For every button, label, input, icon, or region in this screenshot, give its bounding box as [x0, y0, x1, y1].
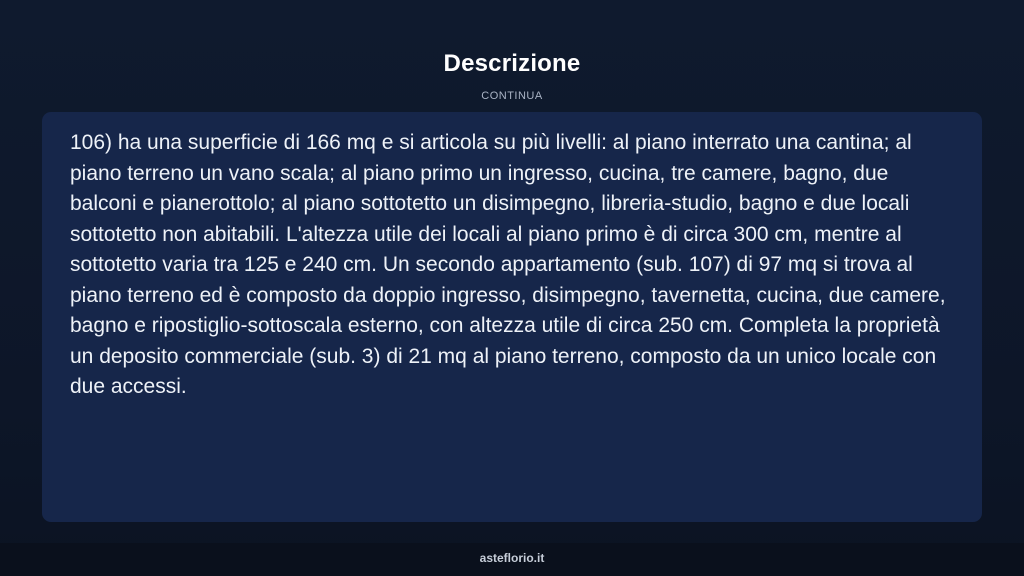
site-name: asteflorio.it [479, 551, 545, 565]
page-title: Descrizione [443, 50, 581, 77]
continued-label: CONTINUA [481, 90, 543, 102]
description-text: 106) ha una superficie di 166 mq e si articola su più livelli: al piano interrato una cantina; al piano terreno un vano scala; al piano primo un ingresso, cucina, tre camere, bagno, due balconi e pianerottolo; al piano sottotetto un disimpegno, libreria-studio, bagno e due locali sottotetto non abitabili. L'altezza utile dei locali al piano primo è di circa 300 cm, mentre al sottotetto varia tra 125 e 240 cm. Un secondo appartamento (sub. 107) di 97 mq si trova al piano terreno ed è composto da doppio ingresso, disimpegno, tavernetta, cucina, due camere, bagno e ripostiglio-sottoscala esterno, con altezza utile di circa 250 cm. Completa la proprietà un deposito commerciale (sub. 3) di 21 mq al piano terreno, composto da un unico locale con due accessi. [70, 131, 946, 398]
description-card [42, 112, 982, 522]
footer-bar [0, 543, 1024, 576]
